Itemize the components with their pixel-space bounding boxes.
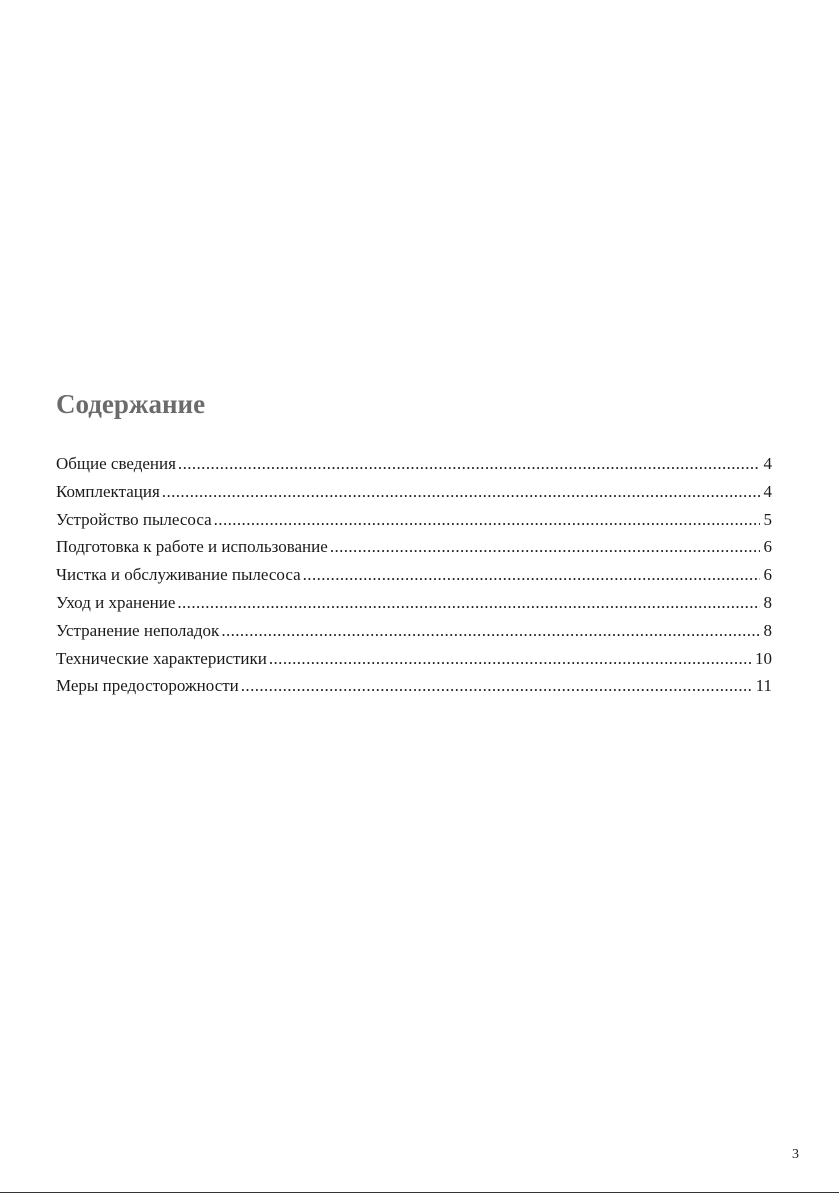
toc-entry-page: 11 — [755, 676, 772, 696]
toc-entry[interactable] — [56, 617, 772, 645]
toc-entry-page: 4 — [763, 454, 772, 473]
toc-title: Содержание — [56, 389, 206, 419]
page-number: 3 — [792, 1147, 799, 1162]
toc-entry-label: Уход и хранение — [56, 592, 176, 612]
toc-entry[interactable] — [56, 478, 772, 506]
toc-entry[interactable] — [56, 561, 772, 589]
toc-entry-label: Комплектация — [56, 481, 160, 501]
toc-entry[interactable] — [56, 450, 772, 478]
toc-dot-leader — [330, 533, 760, 561]
toc-dot-leader — [214, 506, 760, 534]
toc-entry[interactable] — [56, 589, 772, 617]
toc-dot-leader — [241, 672, 752, 700]
toc-entry-label: Технические характеристики — [56, 648, 267, 668]
bottom-divider — [0, 1192, 839, 1193]
toc-entry[interactable] — [56, 533, 772, 561]
table-of-contents — [56, 450, 772, 700]
toc-entry-label: Устранение неполадок — [56, 620, 220, 640]
toc-dot-leader — [221, 617, 759, 645]
toc-entry-label: Общие сведения — [56, 454, 176, 473]
toc-entry-page: 8 — [763, 592, 772, 612]
toc-entry-label: Меры предосторожности — [56, 676, 239, 696]
toc-entry-label: Устройство пылесоса — [56, 509, 212, 529]
toc-entry-page: 4 — [763, 481, 772, 501]
toc-dot-leader — [162, 478, 760, 506]
toc-entry-page: 10 — [755, 648, 772, 668]
toc-dot-leader — [269, 645, 751, 673]
toc-entry[interactable] — [56, 506, 772, 534]
toc-entry[interactable] — [56, 672, 772, 700]
toc-entry-page: 8 — [763, 620, 772, 640]
toc-entry-page: 5 — [763, 509, 772, 529]
toc-entry[interactable] — [56, 645, 772, 673]
toc-entry-label: Чистка и обслуживание пылесоса — [56, 565, 301, 585]
toc-dot-leader — [177, 589, 759, 617]
toc-entry-label: Подготовка к работе и использование — [56, 537, 328, 557]
toc-dot-leader — [178, 450, 760, 478]
toc-entry-page: 6 — [763, 537, 772, 557]
toc-dot-leader — [303, 561, 760, 589]
toc-entry-page: 6 — [763, 565, 772, 585]
